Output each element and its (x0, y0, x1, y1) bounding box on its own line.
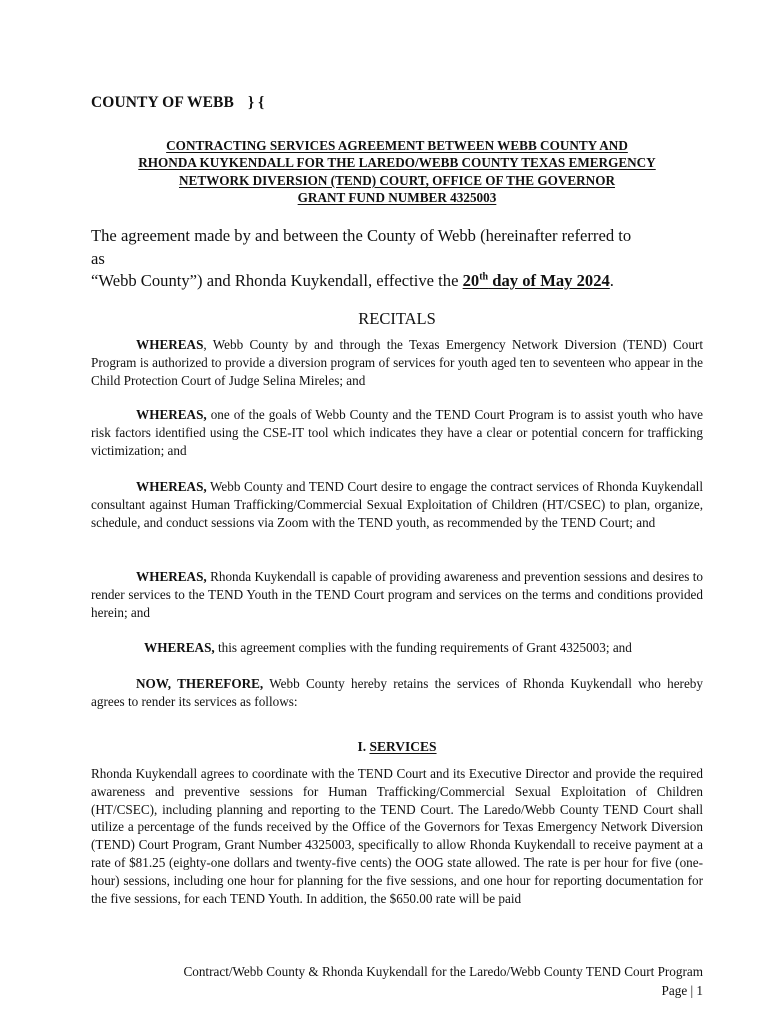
whereas-paragraph-5 (91, 639, 703, 657)
section-title: SERVICES (369, 739, 437, 754)
whereas-paragraph-1 (91, 336, 703, 389)
whereas-lead: WHEREAS, (144, 640, 215, 655)
recitals-heading: RECITALS (358, 309, 436, 328)
title-line-1: CONTRACTING SERVICES AGREEMENT BETWEEN WEBB COUNTY AND (166, 138, 628, 153)
whereas-text: Webb County and TEND Court desire to engage the contract services of Rhonda Kuykendall consultant against Human Trafficking/Commercial Sexual Exploitation of Children (HT/CSEC) to plan, organize, schedule, and conduct sessions via Zoom with the TEND youth, as recommended by the TEND Court; and (91, 479, 703, 530)
date-suffix: th (479, 271, 489, 283)
section-number: I. (357, 739, 370, 754)
county-name: COUNTY OF WEBB (91, 94, 234, 111)
whereas-lead: WHEREAS, (136, 407, 207, 422)
whereas-text: Rhonda Kuykendall is capable of providing awareness and prevention sessions and desires to render services to the TEND Youth in the TEND Court program and services on the terms and conditions provided herein; and (91, 569, 703, 620)
whereas-paragraph-2 (91, 406, 703, 459)
county-braces: } { (247, 94, 265, 111)
intro-line-2: as (91, 248, 105, 268)
whereas-lead: WHEREAS, (136, 479, 207, 494)
title-line-3: NETWORK DIVERSION (TEND) COURT, OFFICE OF THE GOVERNOR (179, 172, 615, 188)
whereas-text: , Webb County by and through the Texas Emergency Network Diversion (TEND) Court Program is authorized to provide a diversion program of services for youth aged ten to seventeen who appear in the Child Protection Court of Judge Selina Mireles; and (91, 337, 703, 388)
page-number: Page | 1 (661, 983, 703, 998)
intro-text: “Webb County”) and Rhonda Kuykendall, effective the (91, 271, 463, 290)
county-heading (91, 94, 264, 112)
date-rest: day of May 2024 (488, 271, 610, 290)
services-paragraph: Rhonda Kuykendall agrees to coordinate with the TEND Court and its Executive Director and provide the required awareness and preventive sessions for Human Trafficking/Commercial Sexual Exploitation of Children (HT/CSEC), including planning and reporting to the TEND Court. The Laredo/Webb County TEND Court shall utilize a percentage of the funds received by the Office of the Governors for Texas Emergency Network Diversion (TEND) Court Program, Grant Number 4325003, specifically to allow Rhonda Kuykendall to receive payment at a rate of $81.25 (eighty-one dollars and twenty-five cents) the OOG state allowed. The rate is per hour for five (one-hour) sessions, including one hour for planning for the five sessions, and one hour for reporting documentation for the five sessions, for each TEND Youth. In addition, the $650.00 rate will be paid (91, 766, 703, 906)
intro-line-3 (91, 270, 703, 293)
whereas-paragraph-4 (91, 568, 703, 621)
effective-date (463, 271, 610, 290)
date-day: 20 (462, 271, 480, 290)
whereas-text: one of the goals of Webb County and the TEND Court Program is to assist youth who have risk factors identified using the CSE-IT tool which indicates they have a clear or potential concern for trafficking victimization; and (91, 407, 703, 458)
whereas-text: this agreement complies with the funding requirements of Grant 4325003; and (214, 640, 632, 655)
intro-line-1: The agreement made by and between the County of Webb (hereinafter referred to (91, 226, 632, 245)
whereas-paragraph-3 (91, 478, 703, 531)
intro-period: . (609, 271, 614, 290)
now-therefore-lead: NOW, THEREFORE, (136, 676, 264, 691)
now-therefore-text: Webb County hereby retains the services of Rhonda Kuykendall who hereby agrees to render its services as follows: (91, 676, 703, 709)
title-line-2: RHONDA KUYKENDALL FOR THE LAREDO/WEBB COUNTY TEXAS EMERGENCY (138, 155, 656, 171)
title-line-4: GRANT FUND NUMBER 4325003 (297, 189, 497, 205)
intro-paragraph (91, 225, 703, 293)
whereas-lead: WHEREAS (136, 337, 204, 352)
page-footer (91, 962, 703, 1000)
footer-contract-line: Contract/Webb County & Rhonda Kuykendall for the Laredo/Webb County TEND Court Program (183, 964, 703, 979)
now-therefore-paragraph (91, 675, 703, 711)
agreement-title (91, 137, 703, 206)
section-heading-services (91, 739, 703, 755)
whereas-lead: WHEREAS, (136, 569, 207, 584)
